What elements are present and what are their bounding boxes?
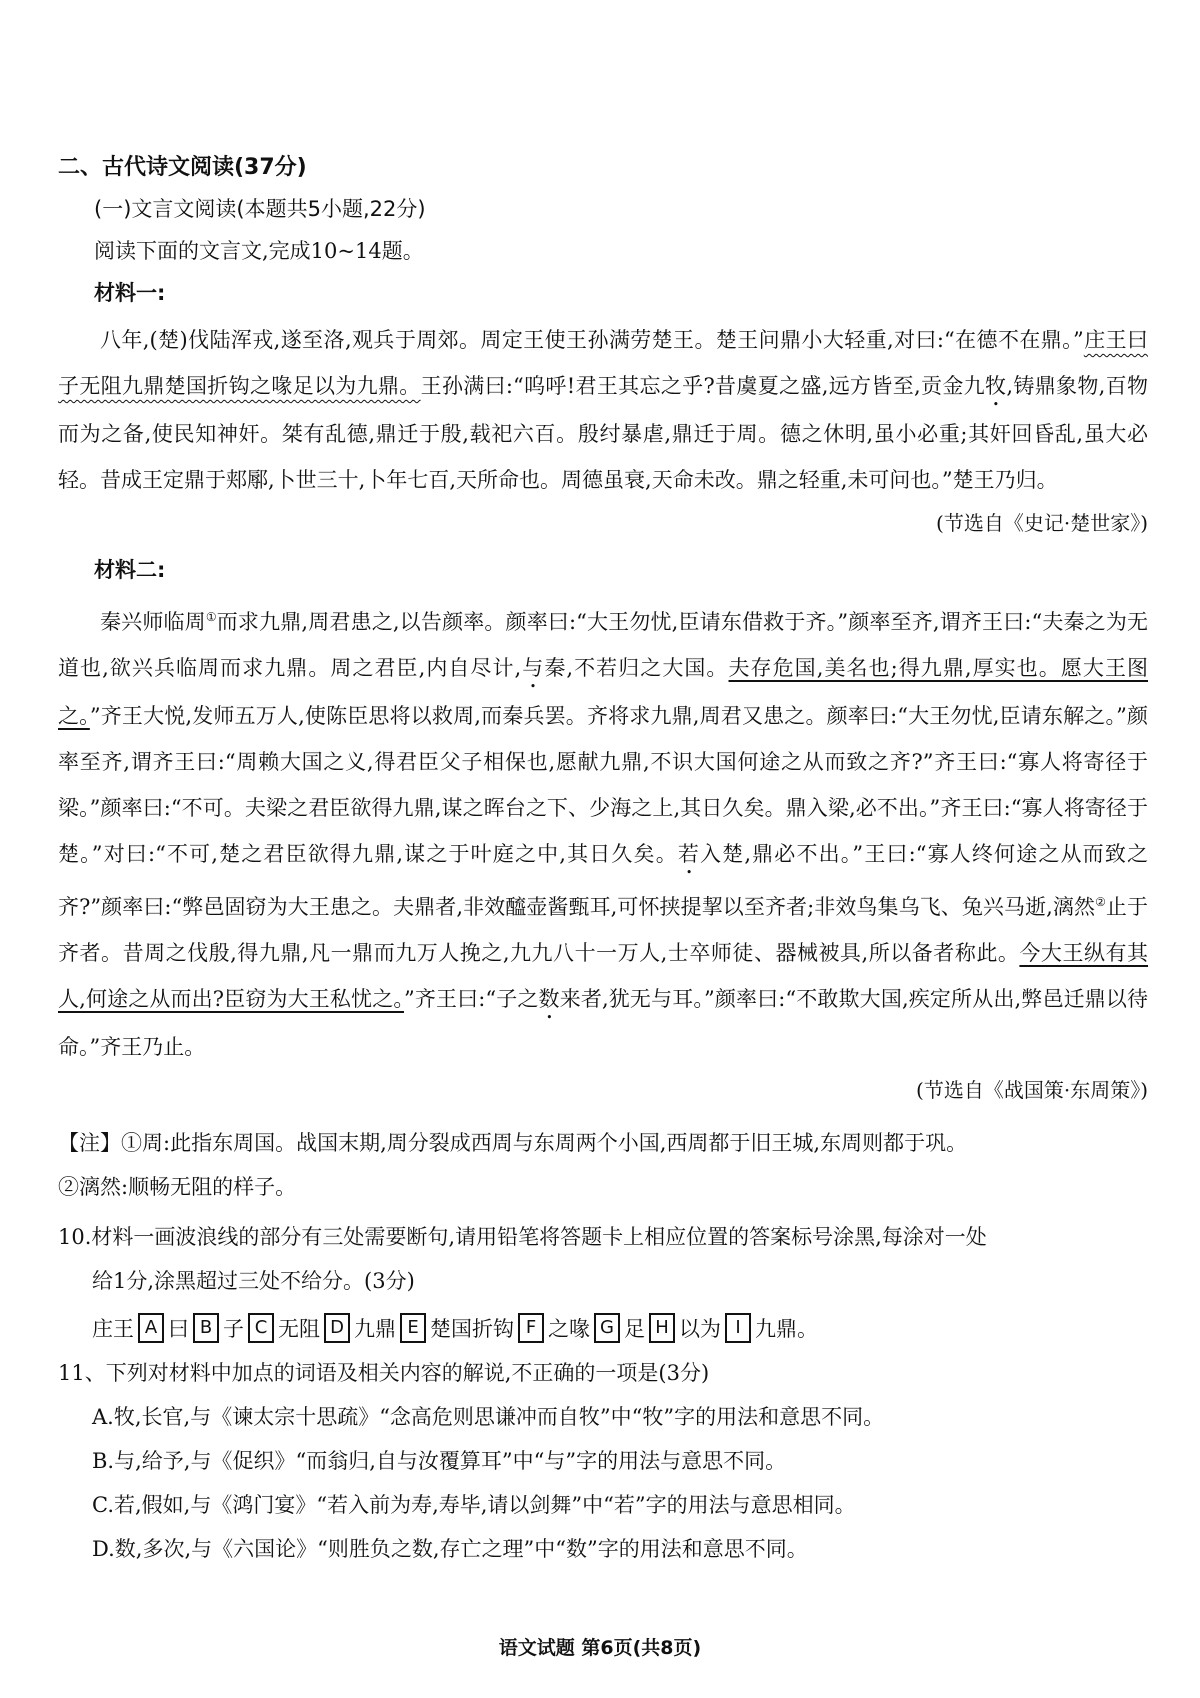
material2-part4: ”齐王大悦,发师五万人,使陈臣思将以救周,而秦兵罢。齐将求九鼎,周君又患之。颜率曰:“大王勿忧,臣请东解之。”颜率至齐,谓齐王曰:“周赖大国之义,得君臣父子相保也,愿献九鼎,不识大国何途之从而致之齐?”齐王曰:“寡人将寄径于梁。”颜率曰:“不可。夫梁之君臣欲得九鼎,谋之晖台之下、少海之上,其日久矣。鼎入梁,必不出。”齐王曰:“寡人将寄径于楚。”对曰:“不可,楚之君臣欲得九鼎,谋之于叶庭之中,其日久矣。	[58, 704, 1149, 866]
material2-part8: 来者,犹无与耳。”颜率曰:“不敢欺大国,疾定所从出,弊邑迁鼎以待命。”齐王乃止。	[58, 987, 1149, 1059]
dotted-word-ruo: 若	[677, 842, 701, 866]
question-11-stem: 11、下列对材料中加点的词语及相关内容的解说,不正确的一项是(3分)	[58, 1361, 710, 1385]
option-a: A.牧,长官,与《谏太宗十思疏》“念高危则思谦冲而自牧”中“牧”字的用法和意思不同。	[92, 1405, 885, 1429]
question-10-stem-cont: 给1分,涂黑超过三处不给分。(3分)	[92, 1269, 415, 1293]
material2-source: (节选自《战国策·东周策》)	[916, 1078, 1148, 1102]
note-2: ②漓然:顺畅无阻的样子。	[58, 1175, 297, 1199]
instruction: 阅读下面的文言文,完成10~14题。	[94, 239, 424, 263]
segment: 之喙	[548, 1317, 590, 1341]
segment: 九鼎。	[755, 1317, 818, 1341]
question-10-answer-row	[92, 1313, 1148, 1343]
material2-label: 材料二:	[94, 558, 166, 582]
note-1: 【注】①周:此指东周国。战国末期,周分裂成西周与东周两个小国,西周都于旧王城,东周则都于巩。	[58, 1131, 968, 1155]
exam-page	[58, 150, 1148, 1571]
material1-part2: 王孙满曰:“呜呼!君王其忘之乎?昔虞夏之盛,远方皆至,贡金九	[420, 374, 986, 398]
segment: 楚国折钩	[430, 1317, 514, 1341]
section-title: 二、古代诗文阅读(37分)	[58, 155, 307, 180]
material2-text	[58, 594, 1148, 1070]
underlined-sentence-2: 今大王纵有其人,何途之从而出?臣窃为大王私忧之。	[58, 941, 1149, 1011]
material1-part1: 八年,(楚)伐陆浑戎,遂至洛,观兵于周郊。周定王使王孙满劳楚王。楚王问鼎小大轻重,对曰:“在德不在鼎。”	[100, 328, 1084, 352]
answer-box-i[interactable]: I	[725, 1313, 751, 1343]
material2-part5: 入楚,鼎必不出。”王曰:“寡人终何途之从而致之齐?”颜率曰:“弊邑固窃为大王患之。夫鼎者,非效醯壶酱甄耳,可怀挟提挈以至齐者;非效鸟集乌飞、兔兴马逝,漓然	[58, 842, 1148, 919]
subsection-title: (一)文言文阅读(本题共5小题,22分)	[94, 197, 426, 221]
segment: 足	[624, 1317, 645, 1341]
segment: 庄王	[92, 1317, 134, 1341]
material2-part1: 秦兴师临周	[100, 610, 206, 634]
material1-part3: ,铸鼎象物,百物而为之备,使民知神奸。桀有乱德,鼎迁于殷,载祀六百。殷纣暴虐,鼎迁于周。德之休明,虽小必重;其奸回昏乱,虽大必轻。昔成王定鼎于郏鄏,卜世三十,卜年七百,天所命也。周德虽衰,天命未改。鼎之轻重,未可问也。”楚王乃归。	[58, 374, 1149, 492]
page-footer: 语文试题 第6页(共8页)	[498, 1637, 702, 1659]
answer-box-h[interactable]: H	[649, 1313, 675, 1343]
answer-box-a[interactable]: A	[138, 1313, 164, 1343]
footnote-mark-1: ①	[205, 610, 217, 624]
material1-label: 材料一:	[94, 281, 166, 305]
segment: 无阻	[278, 1317, 320, 1341]
material1-source: (节选自《史记·楚世家》)	[936, 511, 1148, 535]
material2-part6: 止于齐者。昔周之伐殷,得九鼎,凡一鼎而九万人挽之,九九八十一万人,士卒师徒、器械被具,所以备者称此。	[58, 895, 1149, 965]
segment: 九鼎	[354, 1317, 396, 1341]
material2-part3: 秦,不若归之大国。	[544, 656, 729, 680]
question-10-stem: 10.材料一画波浪线的部分有三处需要断句,请用铅笔将答题卡上相应位置的答案标号涂黑,每涂对一处	[58, 1225, 987, 1249]
answer-box-f[interactable]: F	[518, 1313, 544, 1343]
answer-box-e[interactable]: E	[400, 1313, 426, 1343]
option-b: B.与,给予,与《促织》“而翁归,自与汝覆算耳”中“与”字的用法与意思不同。	[92, 1449, 787, 1473]
material1-text	[58, 317, 1148, 503]
footnote-mark-2: ②	[1095, 895, 1106, 909]
dotted-word-mu: 牧	[985, 374, 1007, 398]
answer-box-b[interactable]: B	[193, 1313, 219, 1343]
segment: 子	[223, 1317, 244, 1341]
segment: 曰	[168, 1317, 189, 1341]
option-d: D.数,多次,与《六国论》“则胜负之数,存亡之理”中“数”字的用法和意思不同。	[92, 1537, 808, 1561]
wavy-underlined-sentence: 庄王曰子无阻九鼎楚国折钩之喙足以为九鼎。	[58, 328, 1149, 398]
answer-box-g[interactable]: G	[594, 1313, 620, 1343]
option-c: C.若,假如,与《鸿门宴》“若入前为寿,寿毕,请以剑舞”中“若”字的用法与意思相同。	[92, 1493, 856, 1517]
material2-part2: 而求九鼎,周君患之,以告颜率。颜率曰:“大王勿忧,臣请东借救于齐。”颜率至齐,谓齐王曰:“夫秦之为无道也,欲兴兵临周而求九鼎。周之君臣,内自尽计,	[58, 610, 1148, 680]
dotted-word-shu: 数	[538, 987, 560, 1011]
segment: 以为	[679, 1317, 721, 1341]
answer-box-d[interactable]: D	[324, 1313, 350, 1343]
dotted-word-yu: 与	[521, 656, 545, 680]
material2-part7: ”齐王曰:“子之	[403, 987, 539, 1011]
underlined-sentence-1: 夫存危国,美名也;得九鼎,厚实也。愿大王图之。	[58, 656, 1148, 728]
answer-box-c[interactable]: C	[248, 1313, 274, 1343]
